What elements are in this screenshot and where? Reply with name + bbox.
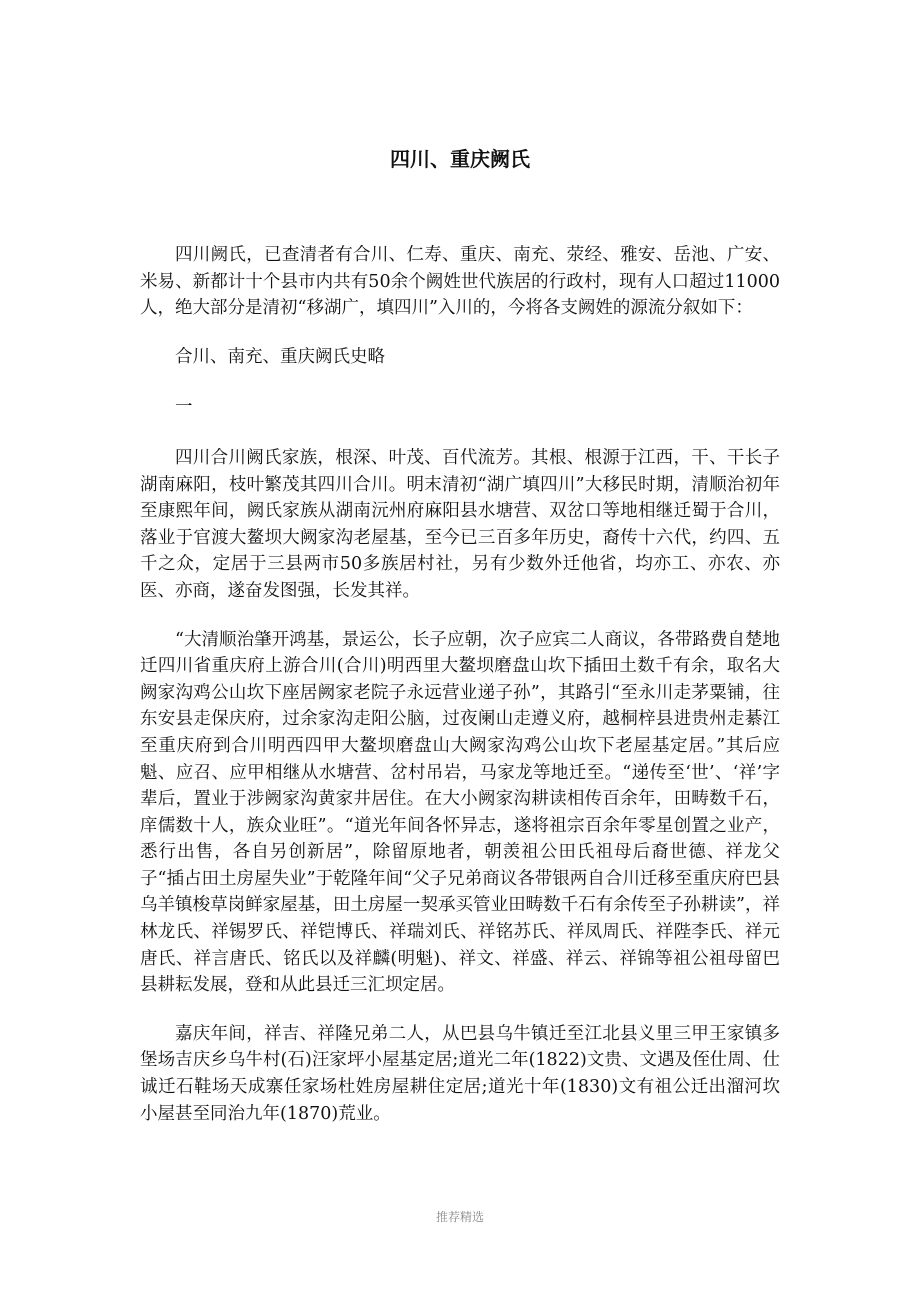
page-footer: 推荐精选 <box>435 1210 484 1224</box>
history-paragraph-1: 四川合川阙氏家族，根深、叶茂、百代流芳。其根、根源于江西，干、干长子湖南麻阳，枝叶繁茂其四川合川。明末清初“湖广填四川”大移民时期，清顺治初年至康熙年间，阙氏家族从湖南沅州府麻阳县水塘营、双岔口等地相继迁蜀于合川，落业于官渡大鳌坝大阙家沟老屋基，至今已三百多年历史，裔传十六代，约四、五千之众，定居于三县两市50多族居村社，另有少数外迁他省，均亦工、亦农、亦医、亦商，遂奋发图强，长发其祥。 <box>140 447 780 601</box>
section-number: 一 <box>175 397 193 418</box>
intro-paragraph: 四川阙氏，已查清者有合川、仁寿、重庆、南充、荥经、雅安、岳池、广安、米易、新都计十个县市内共有50余个阙姓世代族居的行政村，现有人口超过11000人，绝大部分是清初“移湖广，填四川”入川的，今将各支阙姓的源流分叙如下： <box>140 245 780 319</box>
page-title: 四川、重庆阙氏 <box>390 147 530 171</box>
section-heading: 合川、南充、重庆阙氏史略 <box>175 346 385 367</box>
history-paragraph-2: “大清顺治肇开鸿基，景运公，长子应朝，次子应宾二人商议，各带路费自楚地迁四川省重庆府上游合川(合川)明西里大鳌坝磨盘山坎下插田土数千有余，取名大阙家沟鸡公山坎下座居阙家老院子永远营业递子孙”，其路引“至永川走茅粟铺，往东安县走保庆府，过余家沟走阳公脑，过夜阑山走遵义府，越桐梓县进贵州走綦江至重庆府到合川明西四甲大鳌坝磨盘山大阙家沟鸡公山坎下老屋基定居。”其后应魁、应召、应甲相继从水塘营、岔村吊岩，马家龙等地迁至。“递传至‘世’、‘祥’字辈后，置业于涉阙家沟黄家井居住。在大小阙家沟耕读相传百余年，田畴数千石，庠儒数十人，族众业旺”。“道光年间各怀异志，遂将祖宗百余年零星创置之业产，悉行出售，各自另创新居”，除留原地者，朝羡祖公田氏祖母后裔世德、祥龙父子“插占田土房屋失业”于乾隆年间“父子兄弟商议各带银两自合川迁移至重庆府巴县乌羊镇梭草岗鲜家屋基，田土房屋一契承买管业田畴数千石有余传至子孙耕读”，祥林龙氏、祥锡罗氏、祥铠博氏、祥瑞刘氏、祥铭苏氏、祥凤周氏、祥陛李氏、祥元唐氏、祥言唐氏、铭氏以及祥麟(明魁)、祥文、祥盛、祥云、祥锦等祖公祖母留巴县耕耘发展，登和从此县迁三汇坝定居。 <box>140 629 780 996</box>
document-body <box>140 242 780 1149</box>
history-paragraph-3: 嘉庆年间，祥吉、祥隆兄弟二人，从巴县乌牛镇迁至江北县义里三甲王家镇多堡场吉庆乡乌牛村(石)汪家坪小屋基定居;道光二年(1822)文贵、文遇及侄仕周、仕诚迁石鞋场天成寨任家场杜姓房屋耕住定居;道光十年(1830)文有祖公迁出溜河坎小屋甚至同治九年(1870)荒业。 <box>140 1023 780 1124</box>
